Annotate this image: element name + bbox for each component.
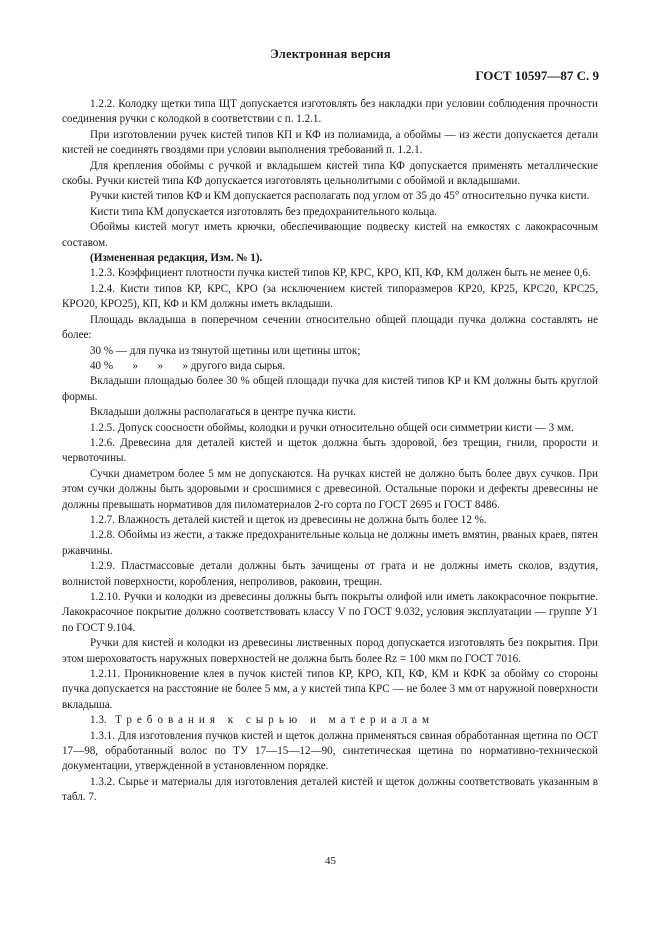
paragraph: 1.2.6. Древесина для деталей кистей и щеток должна быть здоровой, без трещин, гнили, прорости и червоточины. — [62, 436, 598, 465]
document-body — [62, 97, 598, 806]
paragraph: Вкладыши площадью более 30 % общей площади пучка для кистей типов КР и КМ должны быть круглой формы. — [62, 375, 598, 403]
paragraph: 40 % » » » другого вида сырья. — [90, 359, 286, 372]
paragraph: 1.3.1. Для изготовления пучков кистей и щеток должна применяться свиная обработанная щетина по ОСТ 17—98, обработанный волос по ТУ 17—15—12—90, синтетическая щетина по нормативно-технической документации, утвержденной в установленном порядке. — [62, 729, 598, 773]
paragraph: Площадь вкладыша в поперечном сечении относительно общей площади пучка должна составлять не более: — [62, 313, 598, 342]
section-title: Требования к сырью и материалам — [114, 714, 435, 727]
paragraph: 1.2.9. Пластмассовые детали должны быть зачищены от грата и не должны иметь сколов, вздутия, волнистой поверхности, коробления, непроливов, раковин, трещин. — [62, 560, 598, 588]
paragraph: Сучки диаметром более 5 мм не допускаются. На ручках кистей не должно быть более двух сучков. При этом сучки должны быть здоровыми и сросшимися с древесиной. Остальные пороки и дефекты древесины не должны превышать нормативов для пиломатериалов 2-го сорта по ГОСТ 2695 и ГОСТ 8486. — [62, 467, 598, 511]
paragraph: 1.2.5. Допуск соосности обоймы, колодки и ручки относительно общей оси симметрии кисти — 3 мм. — [90, 421, 574, 434]
paragraph: 1.3.2. Сырье и материалы для изготовления деталей кистей и щеток должны соответствовать указанным в табл. 7. — [62, 775, 598, 804]
paragraph: 1.2.2. Колодку щетки типа ЩТ допускается изготовлять без накладки при условии соблюдения прочности соединения ручки с колодкой в соответствии с п. 1.2.1. — [62, 98, 598, 126]
standard-code: ГОСТ 10597—87 С. 9 — [475, 68, 599, 83]
paragraph: 30 % — для пучка из тянутой щетины или щетины шток; — [90, 344, 361, 357]
page-number: 45 — [325, 855, 336, 867]
amendment-note: (Измененная редакция, Изм. № 1). — [90, 252, 263, 265]
paragraph: При изготовлении ручек кистей типов КП и КФ из полиамида, а обоймы — из жести допускается детали кистей не соединять гвоздями при условии выполнения требований п. 1.2.1. — [62, 128, 598, 157]
paragraph: 1.2.7. Влажность деталей кистей и щеток из древесины не должна быть более 12 %. — [90, 513, 487, 526]
section-number: 1.3. — [90, 714, 107, 727]
paragraph: Вкладыши должны располагаться в центре пучка кисти. — [90, 406, 356, 419]
paragraph: Ручки для кистей и колодки из древесины лиственных пород допускается изготовлять без покрытия. При этом шероховатость наружных поверхностей не должна быть более Rz = 100 мкм по ГОСТ 7016. — [62, 637, 598, 665]
paragraph: Для крепления обоймы с ручкой и вкладышем кистей типа КФ допускается применять металлические скобы. Ручки кистей типа КФ допускается изготовлять цельнолитыми с обоймой и вкладышами. — [62, 159, 598, 188]
paragraph: 1.2.8. Обоймы из жести, а также предохранительные кольца не должны иметь вмятин, рваных краев, пятен ржавчины. — [62, 529, 598, 557]
version-label: Электронная версия — [270, 47, 391, 61]
paragraph: 1.2.10. Ручки и колодки из древесины должны быть покрыты олифой или иметь лакокрасочное покрытие. Лакокрасочное покрытие должно соответствовать классу V по ГОСТ 9.032, условия эксплуатации — группе У1 по ГОСТ 9.104. — [62, 591, 598, 634]
section-heading — [62, 713, 598, 728]
paragraph: 1.2.3. Коэффициент плотности пучка кистей типов КР, КРС, КРО, КП, КФ, КМ должен быть не менее 0,6. — [90, 267, 591, 280]
paragraph: 1.2.4. Кисти типов КР, КРС, КРО (за исключением кистей типоразмеров КР20, КР25, КРС20, КРС25, КРО20, КРО25), КП, КФ и КМ должны иметь вкладыши. — [62, 282, 598, 311]
paragraph: Обоймы кистей могут иметь крючки, обеспечивающие подвеску кистей на емкостях с лакокрасочным составом. — [62, 221, 598, 249]
paragraph: 1.2.11. Проникновение клея в пучок кистей типов КР, КРО, КП, КФ, КМ и КФК за обойму со стороны пучка допускается на расстояние не более 5 мм, а у кистей типа КРС — не более 3 мм от наружной поверхности вкладыша. — [62, 668, 598, 711]
paragraph: Ручки кистей типов КФ и КМ допускается располагать под углом от 35 до 45° относительно пучка кисти. — [90, 190, 590, 203]
paragraph: Кисти типа КМ допускается изготовлять без предохранительного кольца. — [90, 205, 438, 218]
